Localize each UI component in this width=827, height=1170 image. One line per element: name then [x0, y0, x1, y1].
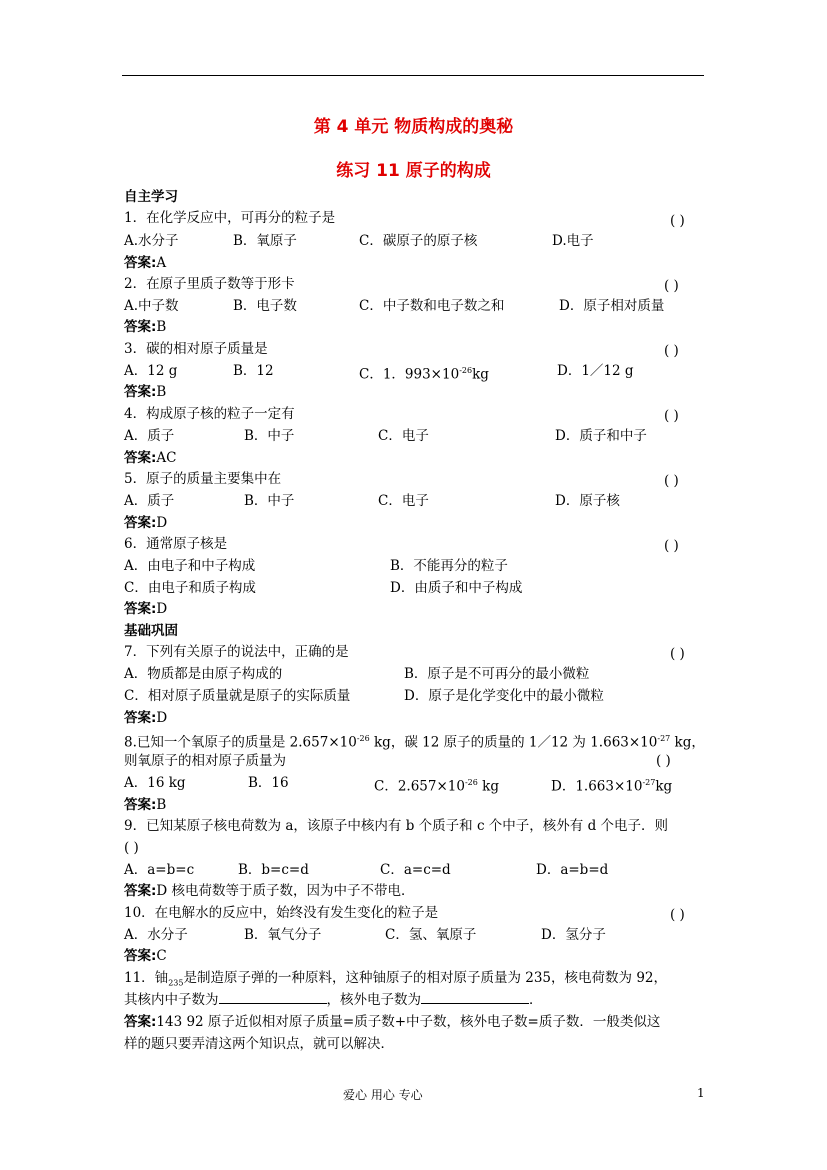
option-a: A．12 g	[124, 363, 178, 379]
question-8-line-2: 则氧原子的相对原子质量为	[124, 753, 286, 769]
mass-number: 235	[168, 978, 184, 988]
answer-label: 答案:	[124, 515, 157, 531]
unit-title: 第 4 单元 物质构成的奥秘	[313, 117, 514, 137]
answer-value: D	[156, 710, 168, 726]
unit: kg	[477, 778, 499, 795]
answer-label: 答案:	[124, 710, 157, 726]
question-11-part: ．	[529, 992, 543, 1008]
option-d: D．质子和中子	[555, 428, 647, 444]
option-c	[359, 362, 489, 384]
answer-paren: ( )	[664, 278, 679, 294]
option-a: A．由电子和中子构成	[124, 558, 256, 574]
option-c: C．碳原子的原子核	[359, 233, 478, 249]
section-self-study: 自主学习	[124, 189, 178, 205]
option-d: D．1／12 g	[557, 363, 634, 379]
question-7: 7．下列有关原子的说法中，正确的是	[124, 644, 349, 660]
option-a: A．物质都是由原子构成的	[124, 666, 283, 682]
unit: kg	[472, 366, 489, 383]
answer-line	[124, 600, 167, 618]
option-b: B．中子	[244, 428, 295, 444]
answer-value: 143 92 原子近似相对原子质量=质子数+中子数，核外电子数=质子数．一般类似这	[156, 1014, 661, 1030]
option-d: D．原子是化学变化中的最小微粒	[404, 688, 604, 704]
question-8-part: kg，碳 12 原子的质量的 1／12 为 1.663×10	[369, 734, 658, 751]
answer-paren: ( )	[664, 408, 679, 424]
exponent: -27	[657, 734, 671, 743]
question-11-part: 其核内中子数为	[124, 992, 219, 1008]
option-c: C．电子	[378, 493, 429, 509]
option-c-text: C．2.657×10	[374, 778, 465, 795]
question-4: 4．构成原子核的粒子一定有	[124, 406, 295, 422]
question-11-part: ，核外电子数为	[326, 992, 421, 1008]
header-rule	[122, 75, 704, 76]
answer-value: B	[156, 319, 167, 335]
question-11-part: 是制造原子弹的一种原料，这种铀原子的相对原子质量为 235，核电荷数为 92，	[183, 970, 667, 986]
question-8	[124, 730, 705, 752]
question-9: 9．已知某原子核电荷数为 a，该原子中核内有 b 个质子和 c 个中子，核外有 d 个电子．则	[124, 818, 669, 834]
answer-paren: ( )	[664, 473, 679, 489]
answer-value: D	[156, 601, 168, 617]
answer-label: 答案:	[124, 797, 157, 813]
option-d	[551, 774, 672, 796]
option-b: B．不能再分的粒子	[390, 558, 508, 574]
answer-line	[124, 709, 167, 727]
option-d: D．a=b=d	[536, 862, 609, 878]
section-consolidation: 基础巩固	[124, 623, 178, 639]
option-c: C．电子	[378, 428, 429, 444]
question-5: 5．原子的质量主要集中在	[124, 471, 282, 487]
answer-value: D 核电荷数等于质子数，因为中子不带电．	[156, 883, 415, 899]
answer-paren: ( )	[656, 753, 671, 769]
question-2: 2．在原子里质子数等于形卡	[124, 276, 295, 292]
unit: kg	[655, 778, 673, 795]
option-b: B．氧气分子	[244, 927, 322, 943]
answer-paren: ( )	[664, 538, 679, 554]
answer-line	[124, 383, 166, 401]
answer-paren: ( )	[670, 646, 685, 662]
answer-label: 答案:	[124, 255, 157, 271]
question-8-part: 8.已知一个氧原子的质量是 2.657×10	[124, 734, 357, 751]
option-d: D．氢分子	[541, 927, 606, 943]
exponent: -26	[356, 734, 370, 743]
question-6: 6．通常原子核是	[124, 536, 228, 552]
answer-value: D	[156, 515, 168, 531]
option-b: B．氧原子	[233, 233, 297, 249]
option-c-text: C．1．993×10	[359, 366, 460, 383]
answer-label: 答案:	[124, 948, 157, 964]
answer-value: AC	[156, 450, 177, 466]
question-11-line-2	[124, 991, 543, 1009]
answer-explanation: 样的题只要弄清这两个知识点，就可以解决．	[124, 1036, 394, 1052]
option-a: A.水分子	[124, 233, 179, 249]
option-b: B．原子是不可再分的最小微粒	[404, 666, 590, 682]
option-c: C．a=c=d	[380, 862, 451, 878]
question-8-part: kg，	[670, 734, 705, 751]
option-d-text: D．1.663×10	[551, 778, 643, 795]
question-11	[124, 969, 667, 993]
option-c: C．中子数和电子数之和	[359, 298, 505, 314]
option-d: D．原子相对质量	[559, 298, 665, 314]
option-c: C．由电子和质子构成	[124, 580, 256, 596]
option-a: A.中子数	[124, 298, 179, 314]
option-a: A．质子	[124, 428, 175, 444]
option-c	[374, 774, 499, 796]
exponent: -27	[642, 778, 656, 787]
option-a: A．a=b=c	[124, 862, 195, 878]
question-10: 10．在电解水的反应中，始终没有发生变化的粒子是	[124, 905, 439, 921]
answer-label: 答案:	[124, 883, 157, 899]
answer-value: C	[156, 948, 167, 964]
answer-line	[124, 514, 167, 532]
option-b: B．16	[248, 775, 289, 791]
answer-label: 答案:	[124, 319, 157, 335]
answer-value: A	[156, 255, 167, 271]
option-b: B．电子数	[233, 298, 297, 314]
option-c: C．相对原子质量就是原子的实际质量	[124, 688, 351, 704]
answer-value: B	[156, 797, 167, 813]
option-d: D．原子核	[555, 493, 620, 509]
option-b: B．12	[233, 363, 274, 379]
option-c: C．氢、氧原子	[385, 927, 477, 943]
answer-line	[124, 796, 166, 814]
answer-line	[124, 1013, 660, 1031]
option-b: B．中子	[244, 493, 295, 509]
question-3: 3．碳的相对原子质量是	[124, 341, 268, 357]
answer-line	[124, 318, 166, 336]
answer-blank[interactable]	[421, 991, 529, 1004]
answer-label: 答案:	[124, 450, 157, 466]
answer-paren: ( )	[670, 907, 685, 923]
page-number: 1	[697, 1086, 705, 1100]
answer-label: 答案:	[124, 1014, 157, 1030]
option-d: D.电子	[552, 233, 594, 249]
answer-value: B	[156, 384, 167, 400]
option-a: A．16 kg	[124, 775, 186, 791]
answer-paren: ( )	[664, 343, 679, 359]
footer-slogan: 爱心 用心 专心	[343, 1088, 423, 1102]
answer-line	[124, 947, 167, 965]
option-a: A．水分子	[124, 927, 188, 943]
exponent: -26	[464, 778, 478, 787]
answer-label: 答案:	[124, 601, 157, 617]
exponent: -26	[459, 366, 473, 375]
answer-label: 答案:	[124, 384, 157, 400]
answer-paren: ( )	[670, 213, 685, 229]
answer-paren: ( )	[124, 840, 139, 856]
answer-line	[124, 449, 177, 467]
answer-blank[interactable]	[219, 991, 327, 1004]
question-1: 1．在化学反应中，可再分的粒子是	[124, 210, 336, 226]
question-11-part: 11．铀	[124, 970, 169, 986]
option-d: D．由质子和中子构成	[390, 580, 523, 596]
option-a: A．质子	[124, 493, 175, 509]
answer-line	[124, 254, 166, 272]
answer-line	[124, 882, 415, 900]
option-b: B．b=c=d	[238, 862, 309, 878]
lesson-title: 练习 11 原子的构成	[336, 161, 491, 181]
